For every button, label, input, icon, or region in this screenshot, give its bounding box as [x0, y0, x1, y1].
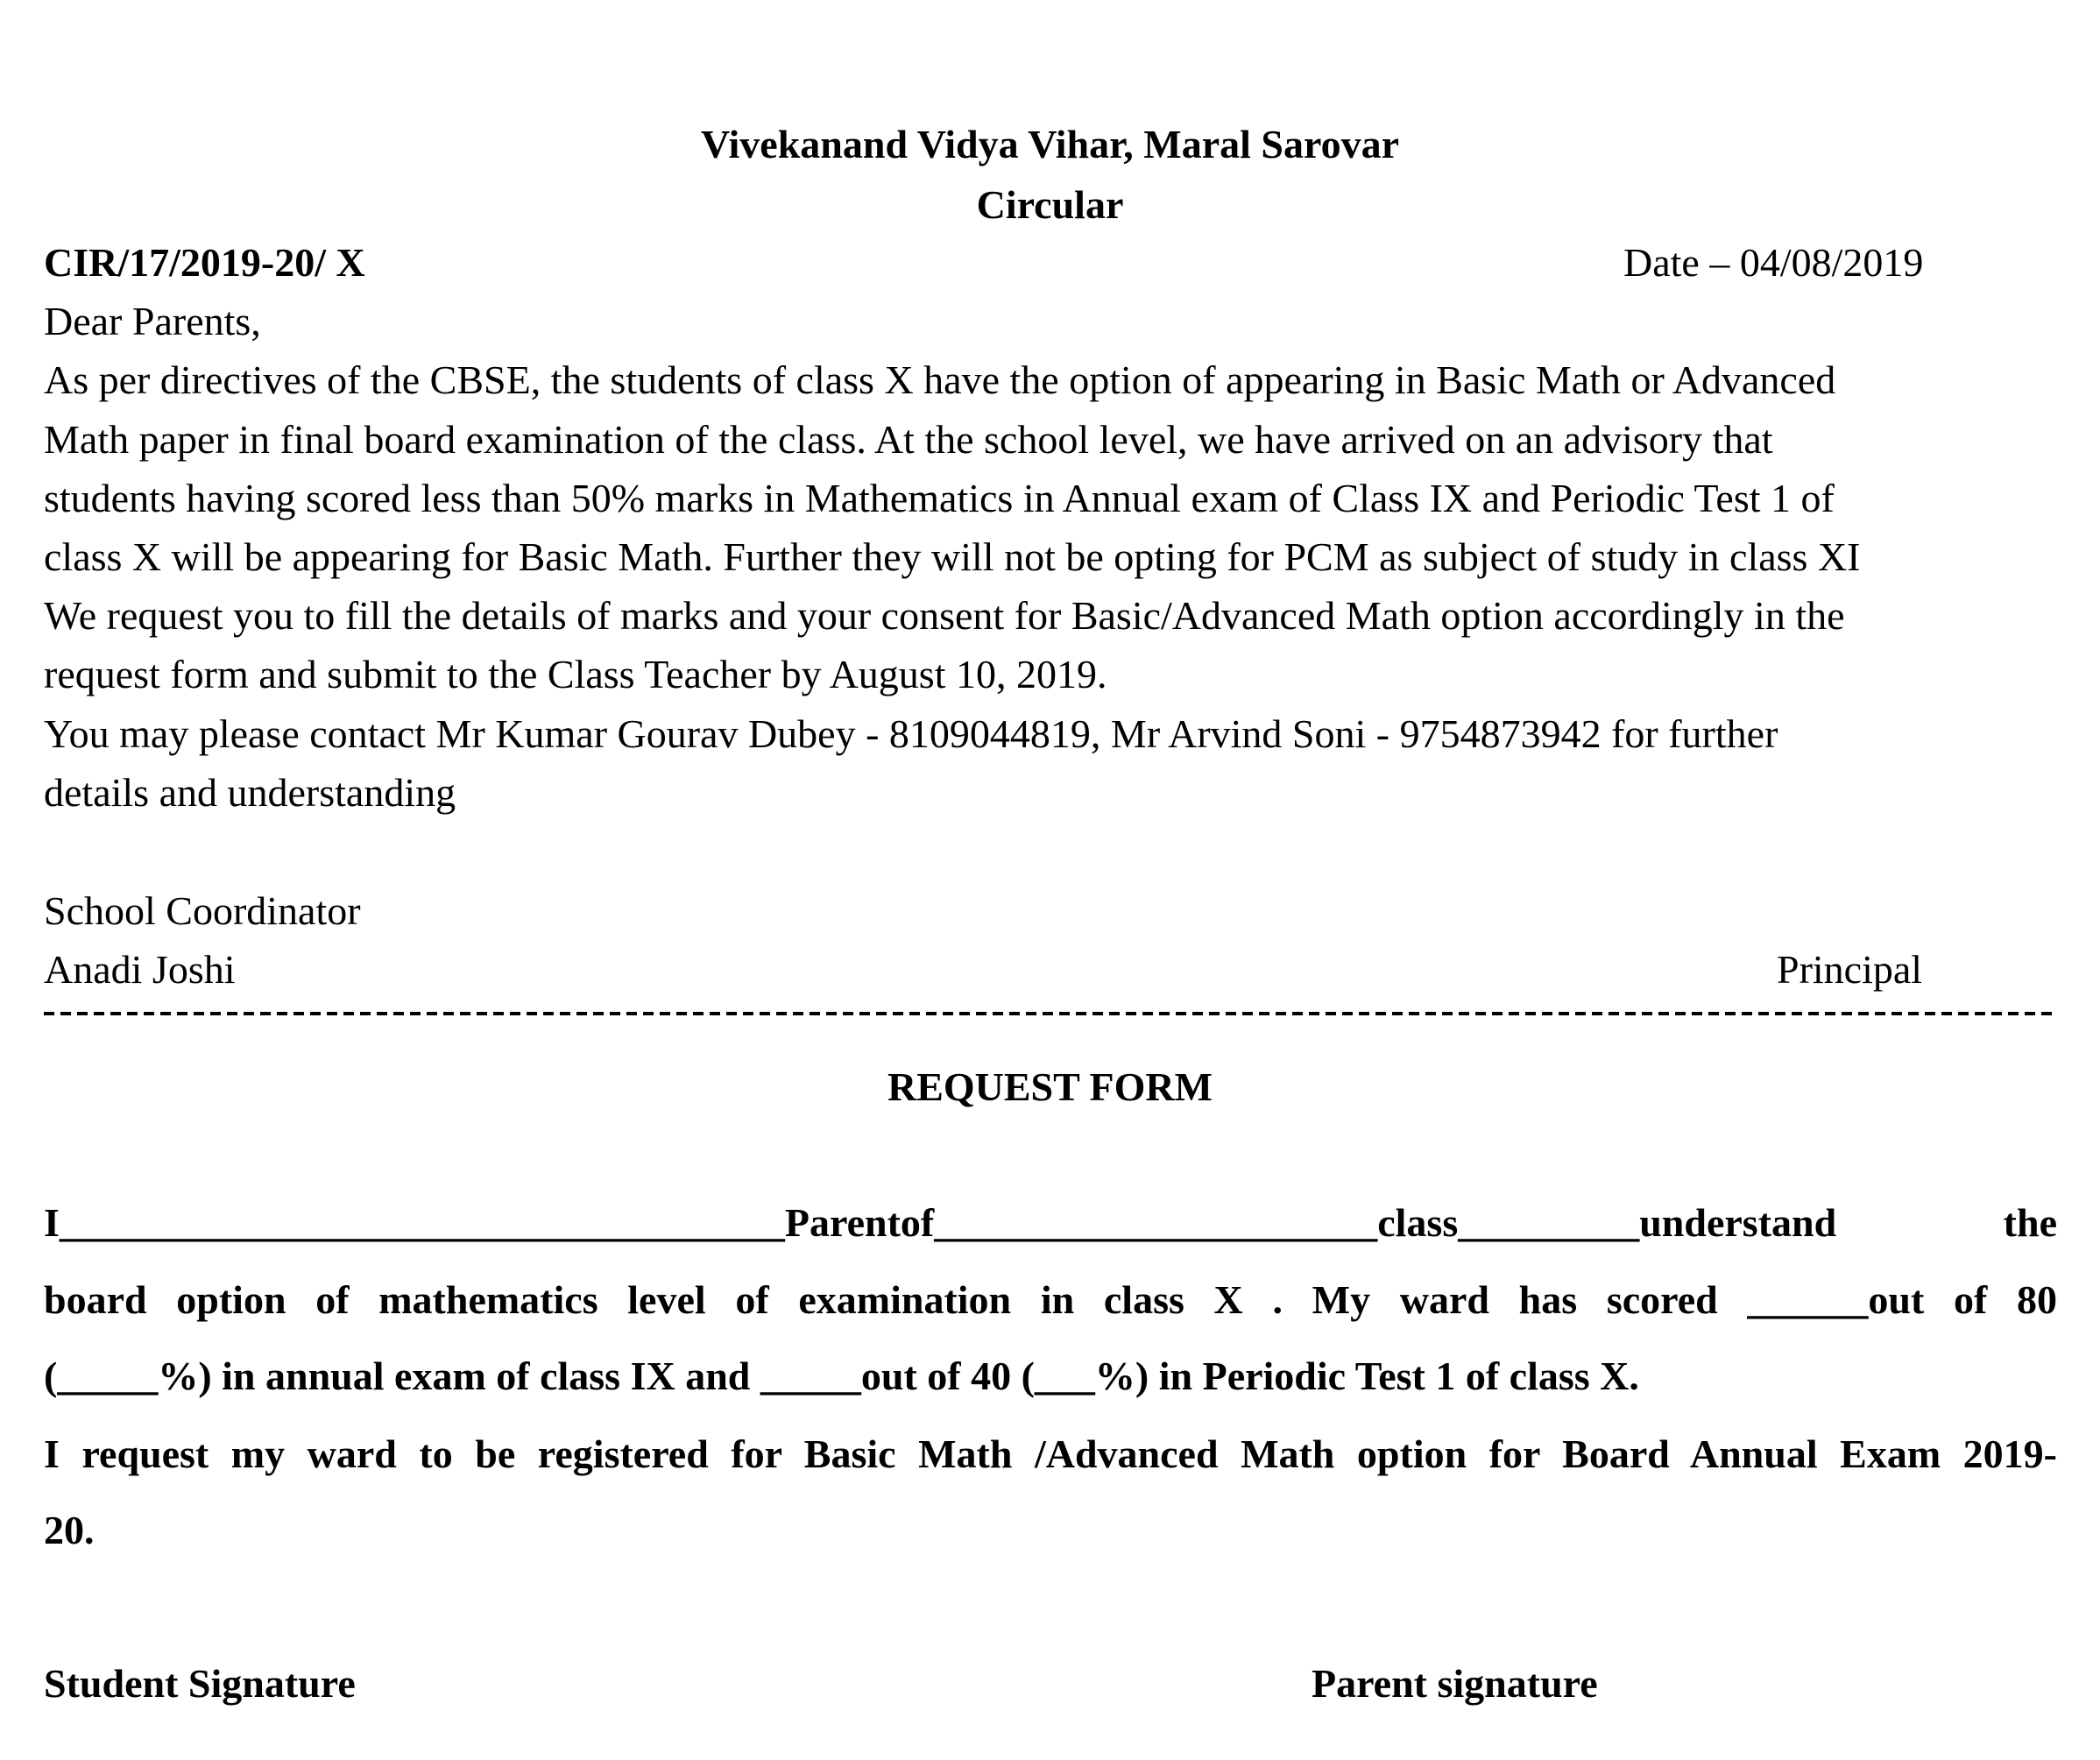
form-line-request-end: 20.	[44, 1508, 95, 1552]
form-line-parent-details: I____________________________________Parentof______________________class_________understand the	[44, 1200, 2057, 1245]
document-type: Circular	[976, 182, 1124, 227]
student-signature-label: Student Signature	[44, 1661, 356, 1706]
circular-date: Date – 04/08/2019	[1623, 240, 1924, 285]
principal-label: Principal	[1777, 947, 1923, 992]
body-line: students having scored less than 50% marks in Mathematics in Annual exam of Class IX and Periodic Test 1 of	[44, 476, 1835, 520]
body-line: You may please contact Mr Kumar Gourav Dubey - 8109044819, Mr Arvind Soni - 9754873942 for further	[44, 711, 1778, 756]
body-line: details and understanding	[44, 770, 456, 815]
request-form-title: REQUEST FORM	[887, 1064, 1213, 1109]
form-line-request: I request my ward to be registered for Basic Math /Advanced Math option for Board Annual Exam 2019-	[44, 1431, 2057, 1476]
body-line: We request you to fill the details of marks and your consent for Basic/Advanced Math option accordingly in the	[44, 593, 1845, 638]
coordinator-name: Anadi Joshi	[44, 947, 236, 992]
body-line: As per directives of the CBSE, the students of class X have the option of appearing in Basic Math or Advanced	[44, 357, 1836, 402]
form-line-scores: board option of mathematics level of examination in class X . My ward has scored ______out of 80	[44, 1277, 2057, 1322]
circular-reference: CIR/17/2019-20/ X	[44, 240, 365, 285]
body-line: Math paper in final board examination of the class. At the school level, we have arrived on an advisory that	[44, 417, 1773, 462]
salutation: Dear Parents,	[44, 299, 261, 343]
school-name: Vivekanand Vidya Vihar, Maral Sarovar	[700, 122, 1400, 166]
cut-line-divider	[44, 1012, 2057, 1015]
body-line: class X will be appearing for Basic Math. Further they will not be opting for PCM as subject of study in class XI	[44, 534, 1861, 579]
body-line: request form and submit to the Class Teacher by August 10, 2019.	[44, 652, 1107, 696]
form-line-percentages: (_____%) in annual exam of class IX and _____out of 40 (___%) in Periodic Test 1 of class X.	[44, 1354, 1639, 1398]
coordinator-title: School Coordinator	[44, 888, 361, 933]
parent-signature-label: Parent signature	[1312, 1661, 1598, 1706]
